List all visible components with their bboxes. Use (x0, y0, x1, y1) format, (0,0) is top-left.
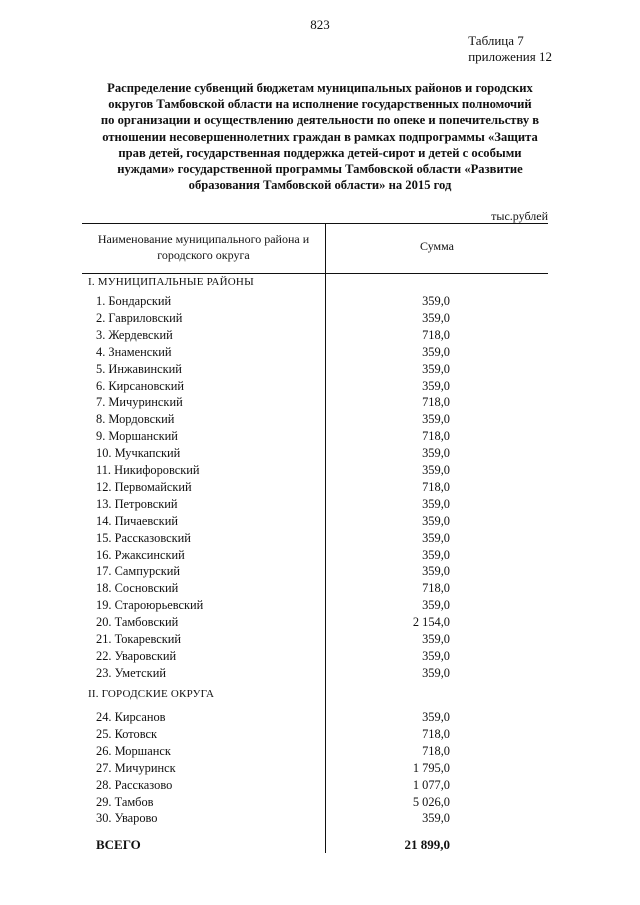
table-row (96, 811, 450, 827)
row-value: 1 795,0 (412, 760, 450, 775)
table-row (96, 581, 450, 597)
row-value: 359,0 (422, 361, 450, 376)
page-number: 823 (310, 17, 330, 32)
table-row (96, 446, 450, 462)
row-value: 2 154,0 (412, 615, 450, 630)
table-row (96, 514, 450, 530)
row-value: 718,0 (422, 327, 450, 342)
table-row (96, 778, 450, 794)
table-row (96, 564, 450, 580)
total-value: 21 899,0 (404, 837, 450, 852)
row-value: 359,0 (422, 344, 450, 359)
row-value: 359,0 (422, 665, 450, 680)
row-value: 359,0 (422, 446, 450, 461)
row-name: 9. Моршанский (96, 429, 178, 444)
row-name: 19. Староюрьевский (96, 598, 204, 613)
row-name: 22. Уваровский (96, 648, 177, 663)
table-row (96, 632, 450, 648)
row-value: 1 077,0 (412, 777, 450, 792)
table-row (96, 379, 450, 395)
table-row (96, 463, 450, 479)
table-row (96, 311, 450, 327)
row-name: 20. Тамбовский (96, 615, 179, 630)
row-value: 359,0 (422, 564, 450, 579)
title-line: образования Тамбовской области» на 2015 год (188, 178, 452, 193)
header-bottom-border (82, 273, 548, 274)
table-row (96, 727, 450, 743)
table-row (96, 761, 450, 777)
title-line: округов Тамбовской области на исполнение государственных полномочий (108, 97, 532, 112)
row-value: 718,0 (422, 726, 450, 741)
table-number: Таблица 7 (468, 33, 524, 48)
row-value: 359,0 (422, 513, 450, 528)
row-value: 718,0 (422, 581, 450, 596)
row-name: 4. Знаменский (96, 344, 172, 359)
row-name: 11. Никифоровский (96, 463, 200, 477)
row-value: 359,0 (422, 632, 450, 646)
row-value: 718,0 (422, 479, 450, 494)
title-line: по организации и осуществлению деятельности по опеке и попечительству в (100, 113, 540, 128)
row-value: 359,0 (422, 294, 450, 308)
row-name: 18. Сосновский (96, 581, 179, 596)
row-value: 359,0 (422, 463, 450, 477)
row-value: 718,0 (422, 743, 450, 758)
section-title: II. ГОРОДСКИЕ ОКРУГА (88, 688, 215, 700)
appendix-number: приложения 12 (468, 49, 552, 64)
row-value: 359,0 (422, 710, 450, 724)
row-value: 359,0 (422, 496, 450, 511)
document-title (80, 80, 560, 193)
row-value: 359,0 (422, 598, 450, 613)
table-row (96, 598, 450, 614)
row-name: 6. Кирсановский (96, 378, 185, 393)
row-name: 21. Токаревский (96, 632, 182, 646)
table-row (96, 362, 450, 378)
row-value: 359,0 (422, 648, 450, 663)
row-name: 7. Мичуринский (96, 395, 183, 410)
table-row (96, 412, 450, 428)
table-row (96, 710, 450, 726)
row-name: 1. Бондарский (96, 294, 172, 308)
row-name: 17. Сампурский (96, 564, 180, 579)
row-name: 29. Тамбов (96, 794, 154, 809)
table-row (96, 666, 450, 682)
table-row (96, 345, 450, 361)
row-name: 16. Ржаксинский (96, 547, 185, 562)
row-name: 30. Уварово (96, 811, 158, 826)
row-value: 359,0 (422, 378, 450, 393)
table-row (96, 328, 450, 344)
table-row (96, 294, 450, 310)
column-header-sum: Сумма (420, 239, 454, 253)
table-top-border (82, 223, 548, 224)
row-name: 26. Моршанск (96, 743, 171, 758)
table-reference (468, 33, 552, 65)
title-line: отношении несовершеннолетних граждан в рамках подпрограммы «Защита (102, 129, 538, 144)
row-name: 28. Рассказово (96, 777, 173, 792)
row-name: 13. Петровский (96, 496, 178, 511)
total-label: ВСЕГО (96, 837, 141, 852)
row-value: 359,0 (422, 530, 450, 545)
row-value: 359,0 (422, 547, 450, 562)
row-name: 23. Уметский (96, 665, 166, 680)
row-name: 8. Мордовский (96, 412, 175, 427)
row-name: 12. Первомайский (96, 479, 192, 494)
table-row (96, 395, 450, 411)
row-value: 359,0 (422, 811, 450, 826)
table-row (96, 497, 450, 513)
table-row (96, 531, 450, 547)
table-row (96, 429, 450, 445)
row-name: 10. Мучкапский (96, 446, 181, 461)
unit-label: тыс.рублей (491, 209, 548, 223)
row-name: 25. Котовск (96, 726, 158, 741)
row-name: 5. Инжавинский (96, 361, 182, 376)
table-row (96, 548, 450, 564)
column-header-line: Наименование муниципального района и (97, 232, 310, 246)
row-value: 5 026,0 (412, 794, 450, 809)
table-row (96, 615, 450, 631)
row-name: 14. Пичаевский (96, 513, 178, 528)
row-value: 359,0 (422, 412, 450, 427)
column-header-line: городского округа (157, 248, 250, 262)
title-line: Распределение субвенций бюджетам муниципальных районов и городских (107, 81, 533, 95)
row-value: 359,0 (422, 310, 450, 325)
table-row (96, 795, 450, 811)
title-line: нуждами» государственной программы Тамбовской области «Развитие (117, 162, 523, 177)
row-name: 15. Рассказовский (96, 530, 191, 545)
row-name: 2. Гавриловский (96, 310, 183, 325)
row-name: 24. Кирсанов (96, 710, 166, 724)
table-row (96, 744, 450, 760)
table-row (96, 649, 450, 665)
column-header-name (82, 231, 325, 263)
title-line: прав детей, государственная поддержка детей-сирот и детей с особыми (118, 145, 522, 160)
row-name: 3. Жердевский (96, 327, 173, 342)
row-value: 718,0 (422, 395, 450, 410)
table-row (96, 480, 450, 496)
row-value: 718,0 (422, 429, 450, 444)
row-name: 27. Мичуринск (96, 760, 176, 775)
section-title: I. МУНИЦИПАЛЬНЫЕ РАЙОНЫ (88, 276, 254, 288)
